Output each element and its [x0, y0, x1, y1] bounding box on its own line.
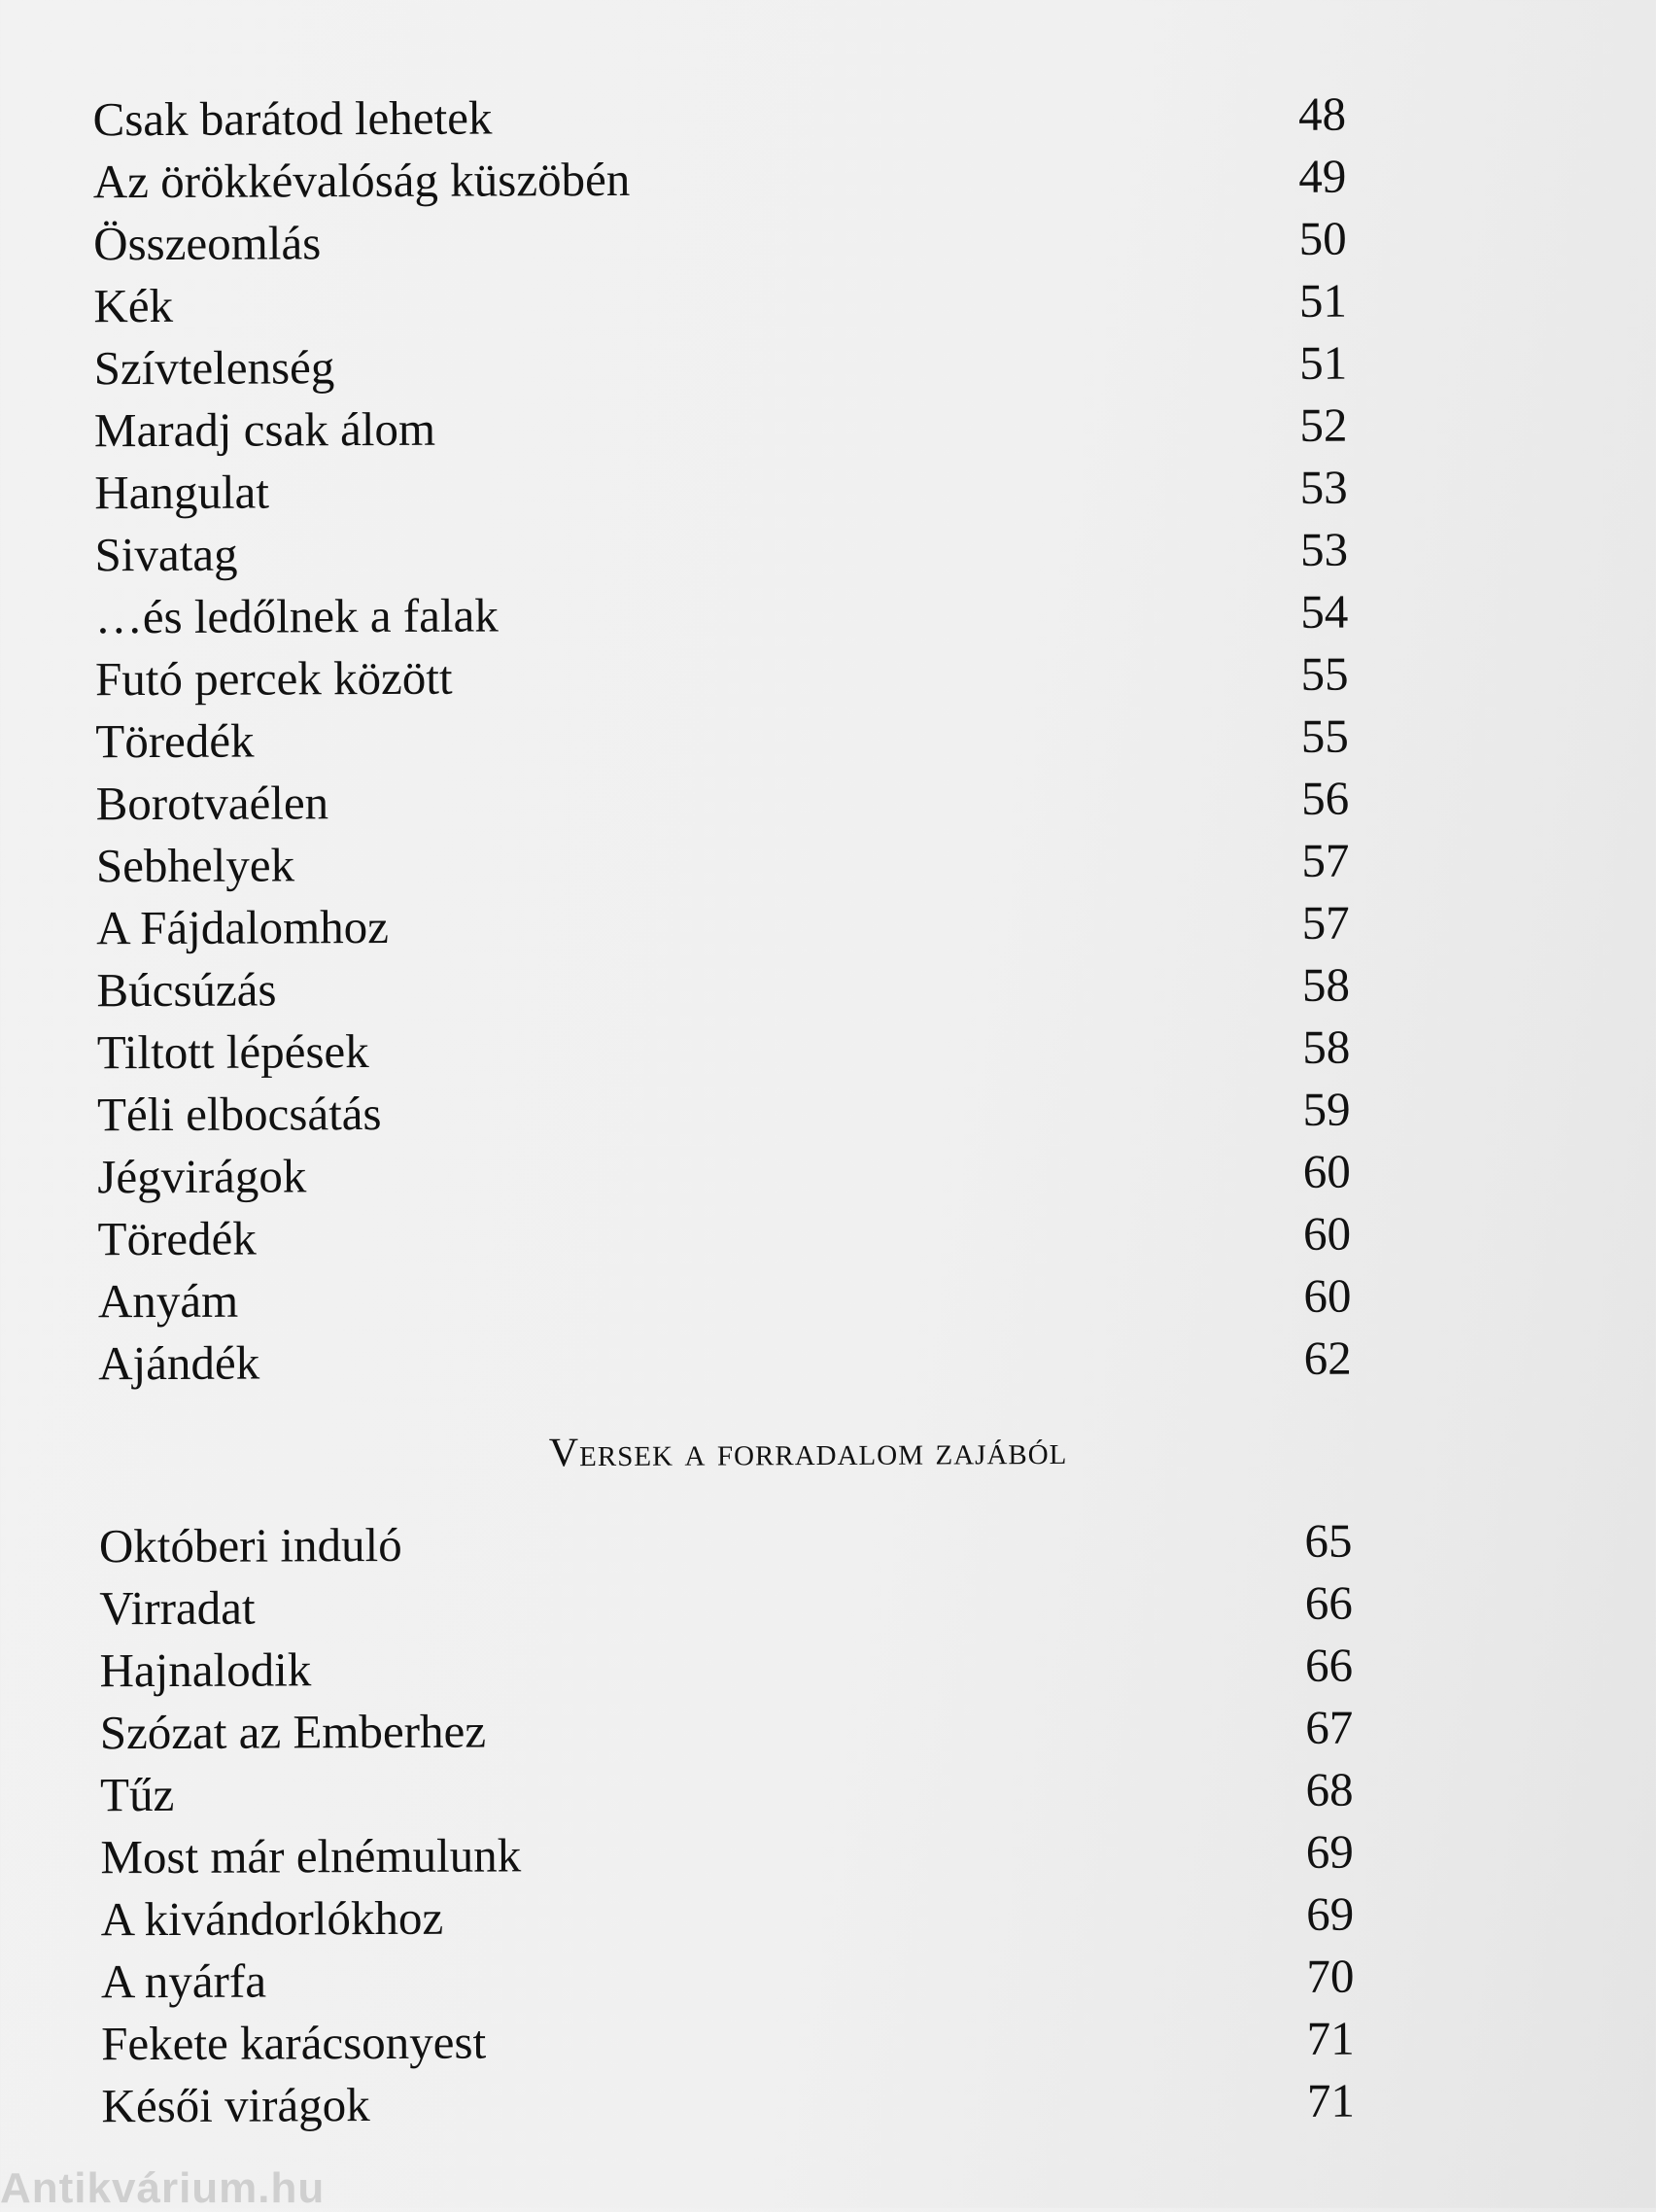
toc-entry [101, 2008, 1374, 2076]
toc-entry-page-number: 52 [1299, 397, 1348, 452]
toc-entry-title: A Fájdalomhoz [96, 899, 390, 955]
toc-entry-page-number: 60 [1302, 1206, 1352, 1261]
toc-entry-page-number: 66 [1304, 1575, 1353, 1630]
toc-entry [100, 1759, 1373, 1827]
toc-entry-title: Virradat [99, 1580, 256, 1636]
toc-entry [95, 581, 1368, 649]
toc-entry-title: Szívtelenség [93, 340, 335, 396]
toc-entry-title: Tiltott lépések [96, 1024, 369, 1080]
toc-entry-page-number: 65 [1304, 1513, 1353, 1568]
toc-entry-title: Borotvaélen [95, 776, 329, 831]
toc-entry-page-number: 69 [1306, 1886, 1355, 1941]
toc-entry-title: Most már elnémulunk [100, 1828, 522, 1884]
toc-entry-title: Kék [93, 278, 174, 333]
toc-entry [99, 1510, 1372, 1578]
toc-entry-title: Összeomlás [93, 216, 322, 271]
toc-entry-page-number: 62 [1303, 1331, 1352, 1385]
toc-entry-page-number: 71 [1306, 2073, 1356, 2127]
toc-entry [97, 1141, 1370, 1209]
toc-entry-page-number: 53 [1299, 460, 1348, 514]
toc-entry [101, 1946, 1374, 2014]
toc-entry [95, 706, 1368, 774]
toc-entry-title: Késői virágok [101, 2078, 370, 2133]
toc-entry-title: Futó percek között [94, 650, 453, 707]
toc-entry-title: Sivatag [94, 527, 238, 582]
toc-entry [97, 1079, 1370, 1147]
toc-entry-title: Az örökkévalóság küszöbén [92, 152, 631, 209]
toc-entry-page-number: 51 [1298, 273, 1348, 328]
toc-entry-title: Tűz [99, 1767, 175, 1822]
toc-entry-page-number: 55 [1300, 709, 1349, 763]
toc-entry-page-number: 59 [1302, 1082, 1351, 1136]
toc-entry [96, 768, 1369, 836]
toc-entry-title: Töredék [97, 1211, 257, 1266]
toc-entry [96, 954, 1369, 1022]
toc-entry [94, 395, 1367, 463]
toc-entry-title: Maradj csak álom [93, 401, 436, 458]
toc-entry [92, 84, 1365, 152]
toc-entry-title: A kivándorlókhoz [100, 1890, 444, 1947]
watermark: Antikvárium.hu [0, 2164, 326, 2212]
toc-entry-title: Jégvirágok [97, 1149, 307, 1204]
toc-entry-page-number: 60 [1302, 1144, 1351, 1198]
toc-entry-page-number: 54 [1300, 584, 1349, 639]
toc-entry [94, 519, 1367, 587]
toc-entry-page-number: 57 [1301, 895, 1350, 950]
toc-entry-page-number: 70 [1306, 1949, 1355, 2003]
toc-entry-title: Ajándék [98, 1335, 260, 1391]
toc-entry [100, 1697, 1373, 1765]
toc-entry-title: Búcsúzás [96, 962, 277, 1018]
toc-entry-page-number: 60 [1303, 1268, 1352, 1323]
toc-entry-page-number: 56 [1301, 771, 1350, 825]
toc-entry-page-number: 67 [1305, 1700, 1354, 1754]
toc-entry-title: Fekete karácsonyest [101, 2015, 487, 2071]
toc-entry [93, 146, 1366, 214]
table-of-contents-part-1 [92, 84, 1371, 1396]
toc-entry-title: Októberi induló [98, 1517, 402, 1573]
toc-entry-title: Anyám [97, 1273, 239, 1329]
toc-entry [96, 892, 1369, 960]
toc-entry [97, 1017, 1370, 1085]
toc-entry-page-number: 57 [1301, 833, 1350, 887]
toc-entry-page-number: 66 [1304, 1638, 1354, 1692]
toc-entry [99, 1573, 1372, 1641]
toc-entry [99, 1635, 1372, 1703]
toc-entry-page-number: 55 [1300, 646, 1349, 701]
toc-entry [96, 830, 1369, 898]
toc-entry-title: Sebhelyek [95, 838, 295, 893]
toc-entry-page-number: 53 [1299, 522, 1349, 576]
toc-entry [94, 332, 1367, 400]
toc-entry-page-number: 49 [1298, 149, 1347, 203]
toc-entry-title: Töredék [95, 713, 255, 769]
toc-entry [101, 2070, 1374, 2138]
table-of-contents-part-2 [99, 1510, 1375, 2138]
toc-entry-title: Csak barátod lehetek [92, 90, 493, 147]
toc-entry-title: A nyárfa [100, 1953, 267, 2009]
toc-entry-title: Hajnalodik [99, 1642, 312, 1698]
toc-entry-page-number: 48 [1297, 86, 1347, 141]
toc-entry [93, 270, 1366, 338]
toc-entry-page-number: 58 [1301, 957, 1351, 1012]
toc-entry-page-number: 51 [1299, 335, 1348, 390]
toc-entry [98, 1265, 1371, 1333]
toc-entry [93, 208, 1366, 276]
toc-entry-title: Hangulat [94, 465, 269, 520]
toc-entry-page-number: 58 [1302, 1020, 1351, 1074]
section-heading: Versek a forradalom zajából [548, 1428, 1068, 1476]
toc-entry-title: Téli elbocsátás [96, 1087, 382, 1142]
toc-entry [101, 1884, 1374, 1952]
toc-entry [100, 1821, 1373, 1889]
toc-entry-title: Szózat az Emberhez [99, 1704, 487, 1760]
toc-entry-title: …és ledőlnek a falak [94, 588, 499, 644]
toc-entry-page-number: 50 [1298, 211, 1347, 265]
toc-entry [98, 1328, 1371, 1396]
toc-entry-page-number: 71 [1306, 2011, 1355, 2065]
toc-entry [97, 1203, 1370, 1271]
toc-entry-page-number: 69 [1305, 1824, 1354, 1879]
toc-entry [95, 643, 1368, 711]
toc-entry [94, 457, 1367, 525]
toc-entry-page-number: 68 [1305, 1762, 1354, 1816]
